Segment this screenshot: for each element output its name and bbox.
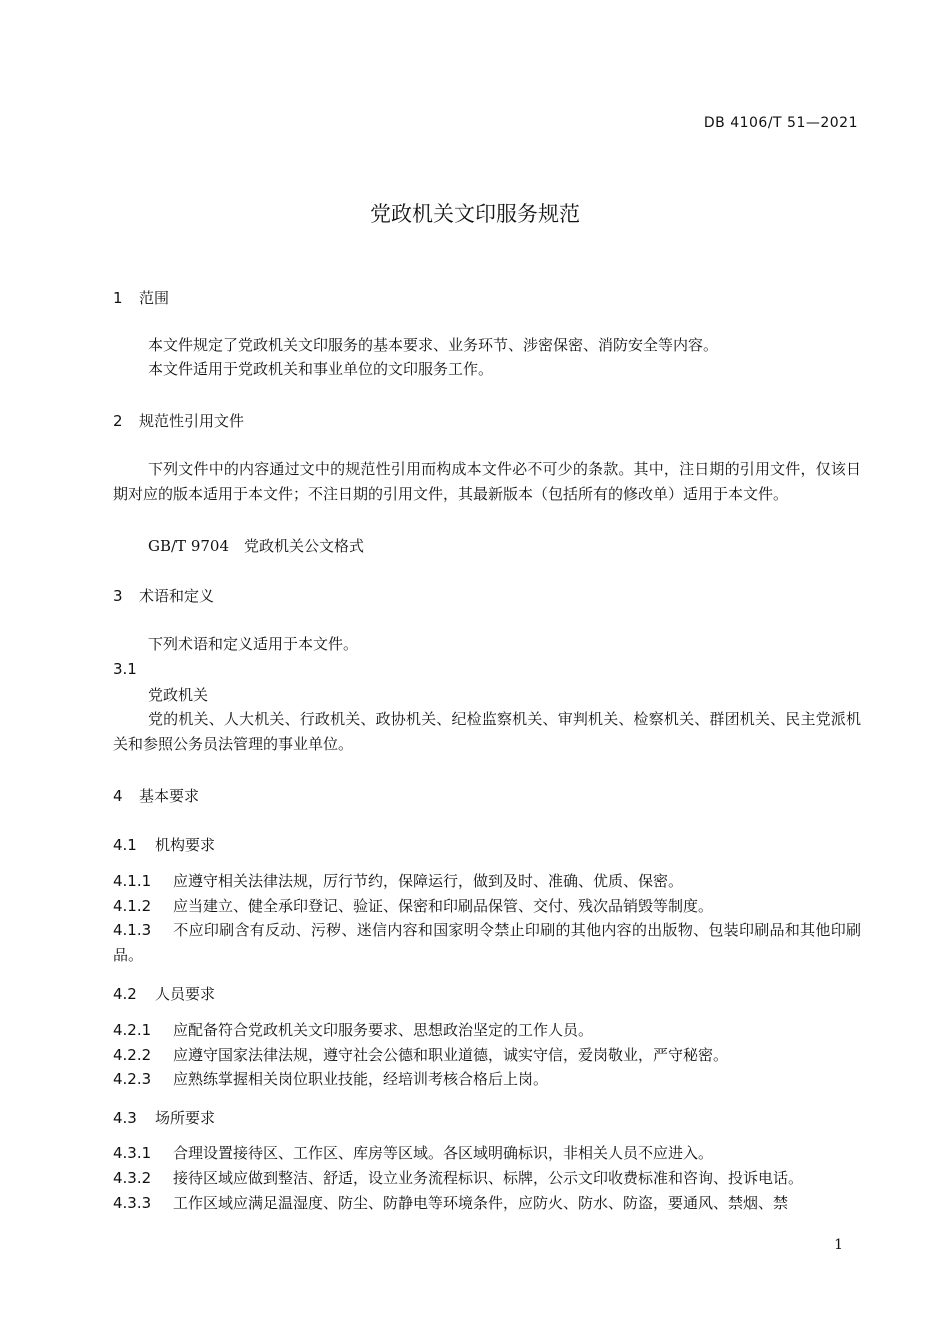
section-2-heading xyxy=(113,410,244,431)
clause xyxy=(113,918,861,967)
clause xyxy=(113,1018,861,1043)
section-number: 4 xyxy=(113,787,123,805)
clause-text: 应熟练掌握相关岗位职业技能，经培训考核合格后上岗。 xyxy=(173,1070,549,1088)
subsection-number: 4.1 xyxy=(113,836,137,854)
term-definition: 党的机关、人大机关、行政机关、政协机关、纪检监察机关、审判机关、检察机关、群团机关、民主党派机关和参照公务员法管理的事业单位。 xyxy=(113,710,861,753)
clause xyxy=(113,1191,861,1216)
clause-number: 4.2.3 xyxy=(113,1070,152,1088)
clause xyxy=(113,1067,861,1092)
clause xyxy=(113,1043,861,1068)
subsection-title: 机构要求 xyxy=(155,836,216,854)
clause-number: 4.2.2 xyxy=(113,1046,152,1064)
clause-text: 合理设置接待区、工作区、库房等区域。各区域明确标识，非相关人员不应进入。 xyxy=(173,1144,714,1162)
clause-text: 应当建立、健全承印登记、验证、保密和印刷品保管、交付、残次品销毁等制度。 xyxy=(173,897,714,915)
section-number: 2 xyxy=(113,412,123,430)
clause-text: 应遵守国家法律法规，遵守社会公德和职业道德，诚实守信，爱岗敬业，严守秘密。 xyxy=(173,1046,729,1064)
section-number: 1 xyxy=(113,289,123,307)
section-number: 3 xyxy=(113,587,123,605)
clause-text: 接待区域应做到整洁、舒适，设立业务流程标识、标牌，公示文印收费标准和咨询、投诉电话。 xyxy=(173,1169,804,1187)
clause-number: 4.1.2 xyxy=(113,897,152,915)
section-3-heading xyxy=(113,585,214,606)
term-name: 党政机关 xyxy=(148,686,209,704)
subsection-number: 4.3 xyxy=(113,1109,137,1127)
section-title: 范围 xyxy=(139,289,170,307)
clause-number: 4.1.1 xyxy=(113,872,152,890)
paragraph: 本文件规定了党政机关文印服务的基本要求、业务环节、涉密保密、消防安全等内容。 xyxy=(148,336,719,354)
clause-number: 4.3.1 xyxy=(113,1144,152,1162)
clause xyxy=(113,869,861,894)
clause-text: 应遵守相关法律法规，厉行节约，保障运行，做到及时、准确、优质、保密。 xyxy=(173,872,684,890)
clause-text: 不应印刷含有反动、污秽、迷信内容和国家明令禁止印刷的其他内容的出版物、包装印刷品和其他印刷品。 xyxy=(113,921,861,964)
subsection-title: 人员要求 xyxy=(155,985,216,1003)
subsection-number: 4.2 xyxy=(113,985,137,1003)
section-title: 术语和定义 xyxy=(139,587,215,605)
document-title: 党政机关文印服务规范 xyxy=(370,202,580,226)
subsection-title: 场所要求 xyxy=(155,1109,216,1127)
clause-number: 4.1.3 xyxy=(113,921,152,939)
section-4-heading xyxy=(113,785,199,806)
section-title: 基本要求 xyxy=(139,787,200,805)
clause-text: 工作区域应满足温湿度、防尘、防静电等环境条件，应防火、防水、防盗，要通风、禁烟、禁 xyxy=(173,1194,789,1212)
normative-reference: GB/T 9704 党政机关公文格式 xyxy=(148,537,365,555)
paragraph: 本文件适用于党政机关和事业单位的文印服务工作。 xyxy=(148,360,494,378)
paragraph: 下列文件中的内容通过文中的规范性引用而构成本文件必不可少的条款。其中，注日期的引用文件，仅该日期对应的版本适用于本文件；不注日期的引用文件，其最新版本（包括所有的修改单）适用于本文件。 xyxy=(113,460,861,503)
section-title: 规范性引用文件 xyxy=(139,412,245,430)
subsection-4-2-heading xyxy=(113,983,215,1004)
clause xyxy=(113,894,861,919)
standard-code: DB 4106/T 51—2021 xyxy=(703,115,858,131)
clause xyxy=(113,1141,861,1166)
clause-number: 4.3.2 xyxy=(113,1169,152,1187)
clause xyxy=(113,1166,861,1191)
clause-number: 4.2.1 xyxy=(113,1021,152,1039)
clause-text: 应配备符合党政机关文印服务要求、思想政治坚定的工作人员。 xyxy=(173,1021,594,1039)
clause-number: 4.3.3 xyxy=(113,1194,152,1212)
subsection-4-1-heading xyxy=(113,834,215,855)
term-number: 3.1 xyxy=(113,660,137,678)
subsection-4-3-heading xyxy=(113,1107,215,1128)
paragraph: 下列术语和定义适用于本文件。 xyxy=(148,635,359,653)
page-number: 1 xyxy=(834,1237,843,1253)
section-1-heading xyxy=(113,287,169,308)
